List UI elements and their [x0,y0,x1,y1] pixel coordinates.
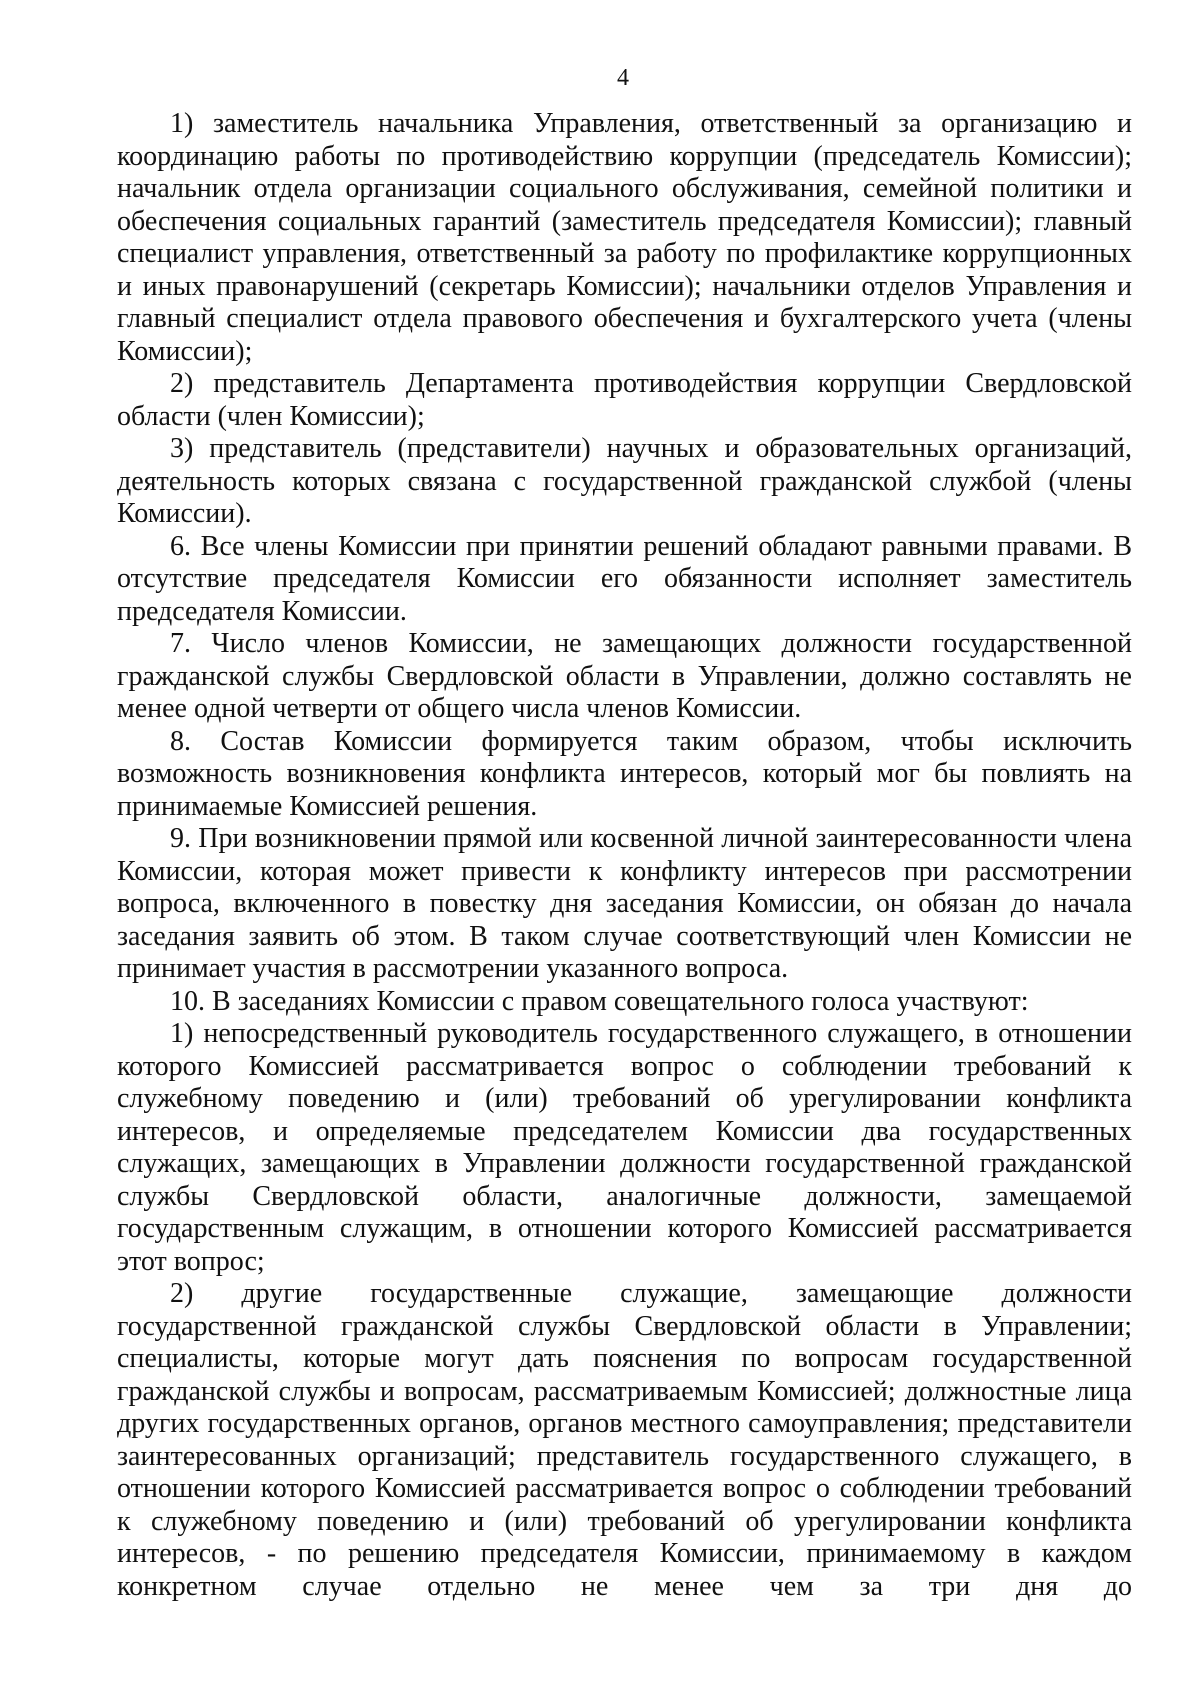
paragraph-commission-chair-members: 1) заместитель начальника Управления, ответственный за организацию и координацию работы по противодействию коррупции (председатель Комиссии); начальник отдела организации социального обслуживания, семейной политики и обеспечения социальных гарантий (заместитель председателя Комиссии); главный специалист управления, ответственный за работу по профилактике коррупционных и иных правонарушений (секретарь Комиссии); начальники отделов Управления и главный специалист отдела правового обеспечения и бухгалтерского учета (члены Комиссии); [117,108,1132,367]
page-number: 4 [617,65,629,91]
paragraph-10-advisory-vote: 10. В заседаниях Комиссии с правом совещательного голоса участвуют: [170,985,1029,1017]
document-body [117,108,1132,1603]
paragraph-7-member-count: 7. Число членов Комиссии, не замещающих должности государственной гражданской службы Свердловской области в Управлении, должно составлять не менее одной четверти от общего числа членов Комиссии. [117,628,1132,724]
paragraph-scientific-representatives: 3) представитель (представители) научных и образовательных организаций, деятельность которых связана с государственной гражданской службой (члены Комиссии). [117,433,1132,529]
paragraph-direct-supervisor: 1) непосредственный руководитель государственного служащего, в отношении которого Комиссией рассматривается вопрос о соблюдении требований к служебному поведению и (или) требований об урегулировании конфликта интересов, и определяемые председателем Комиссии два государственных служащих, замещающих в Управлении должности государственной гражданской службы Свердловской области, аналогичные должности, замещаемой государственным служащим, в отношении которого Комиссией рассматривается этот вопрос; [117,1018,1132,1277]
paragraph-9-conflict-of-interest: 9. При возникновении прямой или косвенной личной заинтересованности члена Комиссии, которая может привести к конфликту интересов при рассмотрении вопроса, включенного в повестку дня заседания Комиссии, он обязан до начала заседания заявить об этом. В таком случае соответствующий член Комиссии не принимает участия в рассмотрении указанного вопроса. [117,823,1132,984]
paragraph-8-composition: 8. Состав Комиссии формируется таким образом, чтобы исключить возможность возникновения конфликта интересов, который мог бы повлиять на принимаемые Комиссией решения. [117,725,1132,822]
paragraph-6-equal-rights: 6. Все члены Комиссии при принятии решений обладают равными правами. В отсутствие председателя Комиссии его обязанности исполняет заместитель председателя Комиссии. [117,530,1132,627]
paragraph-other-servants: 2) другие государственные служащие, замещающие должности государственной гражданской службы Свердловской области в Управлении; специалисты, которые могут дать пояснения по вопросам государственной гражданской службы и вопросам, рассматриваемым Комиссией; должностные лица других государственных органов, органов местного самоуправления; представители заинтересованных организаций; представитель государственного служащего, в отношении которого Комиссией рассматривается вопрос о соблюдении требований к служебному поведению и (или) требований об урегулировании конфликта интересов, - по решению председателя Комиссии, принимаемому в каждом конкретном случае отдельно не менее чем за три дня до [117,1278,1132,1602]
paragraph-department-representative: 2) представитель Департамента противодействия коррупции Свердловской области (член Комиссии); [117,368,1132,432]
